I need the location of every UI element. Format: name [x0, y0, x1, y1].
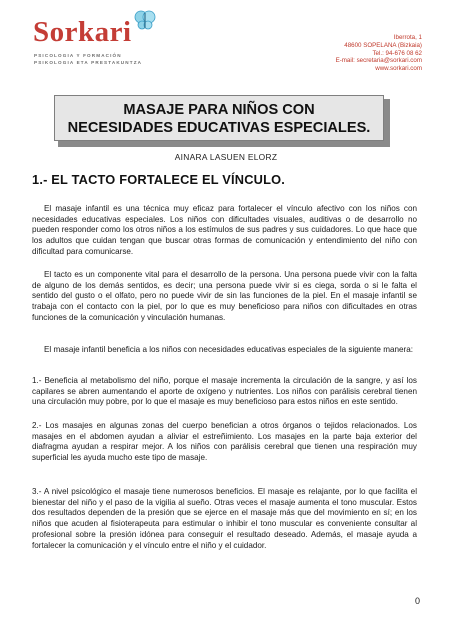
title-line-1: MASAJE PARA NIÑOS CON — [123, 102, 315, 118]
contact-phone: Tel.: 94-676 08 62 — [372, 49, 422, 57]
list-item: 3.- A nivel psicológico el masaje tiene numerosos beneficios. El masaje es relajante, por lo que facilita el bienestar del niño y el paso de la vigilia al sueño. Otras veces el masaje aumenta el tono muscular. Estos dos resultados dependen de la presión que se ejerce en el masaje más que del movimiento en sí; en los niños que acuden al fisioterapeuta para estimular o inhibir el tono muscular es conveniente consultar al profesional sobre la presión idónea para conseguir el resultado deseado. Además, el masaje ayuda a fortalecer la comunicación y el vínculo entre el niño y el cuidador. — [32, 487, 417, 550]
paragraph-text: El masaje infantil es una técnica muy eficaz para fortalecer el vínculo afectivo con los niños con necesidades educativas especiales. Los niños con dificultades visuales, auditivas o de desarrollo no pueden responder como los otros niños a los estímulos de sus padres y sus cuidadores. Lo que hace que los adultos que cuidan tengan que buscar otras formas de comunicación y entendimiento del niño con dificultad para comunicarse. — [32, 204, 417, 256]
contact-block — [336, 34, 422, 73]
section-heading: 1.- EL TACTO FORTALECE EL VÍNCULO. — [32, 172, 286, 187]
paragraph-text: El masaje infantil beneficia a los niños con necesidades educativas especiales de la siguiente manera: — [44, 345, 414, 354]
paragraph — [32, 204, 417, 258]
paragraph — [32, 270, 417, 324]
list-item: 2.- Los masajes en algunas zonas del cuerpo benefician a otros órganos o tejidos relacionados. Los masajes en el abdomen ayudan a aliviar el estreñimiento. Los masajes en la parte baja exterior del diafragma ayudan a respirar mejor. A los niños con parálisis cerebral que tienen una respiración muy superficial les ayuda mucho este tipo de masaje. — [32, 421, 417, 463]
logo-tagline-spanish: PSICOLOGIA Y FORMACIÓN — [34, 53, 122, 58]
title-line-2: NECESIDADES EDUCATIVAS ESPECIALES. — [67, 120, 371, 136]
contact-address: Iberrota, 1 — [393, 34, 422, 41]
butterfly-icon — [134, 10, 156, 30]
page-number: 0 — [414, 596, 420, 606]
paragraph — [32, 345, 417, 356]
logo-tagline-basque: PSIKOLOGIA ETA PRESTAKUNTZA — [34, 60, 143, 65]
author-name: AINARA LASUEN ELORZ — [174, 152, 278, 162]
list-item: 1.- Beneficia al metabolismo del niño, porque el masaje incrementa la circulación de la sangre, y así los capilares se abren aumentando el aporte de oxígeno y nutrientes. Los niños con parálisis cerebral tienen una circulación muy pobre, por lo que el masaje es muy beneficioso para estos niños en este sentido. — [32, 376, 417, 407]
paragraph-text: El tacto es un componente vital para el desarrollo de la persona. Una persona puede vivir con la falta de alguno de los demás sentidos, es decir; una persona puede vivir si es ciega, sorda o si le falta el sentido del gusto o el olfato, pero no puede vivir de sin las funciones de la piel. En el masaje infantil se trabaja con el contacto con la piel, por lo que es muy beneficioso para niños con dificultades en otras funciones de la comunicación y vinculación humanas. — [32, 270, 417, 322]
logo-wordmark: Sorkari — [33, 16, 132, 48]
contact-city: 48600 SOPELANA (Bizkaia) — [344, 41, 422, 49]
title-box — [54, 95, 384, 141]
contact-email: E-mail: secretaria@sorkari.com — [335, 57, 422, 65]
sorkari-logo — [33, 16, 183, 72]
contact-website: www.sorkari.com — [375, 65, 422, 73]
